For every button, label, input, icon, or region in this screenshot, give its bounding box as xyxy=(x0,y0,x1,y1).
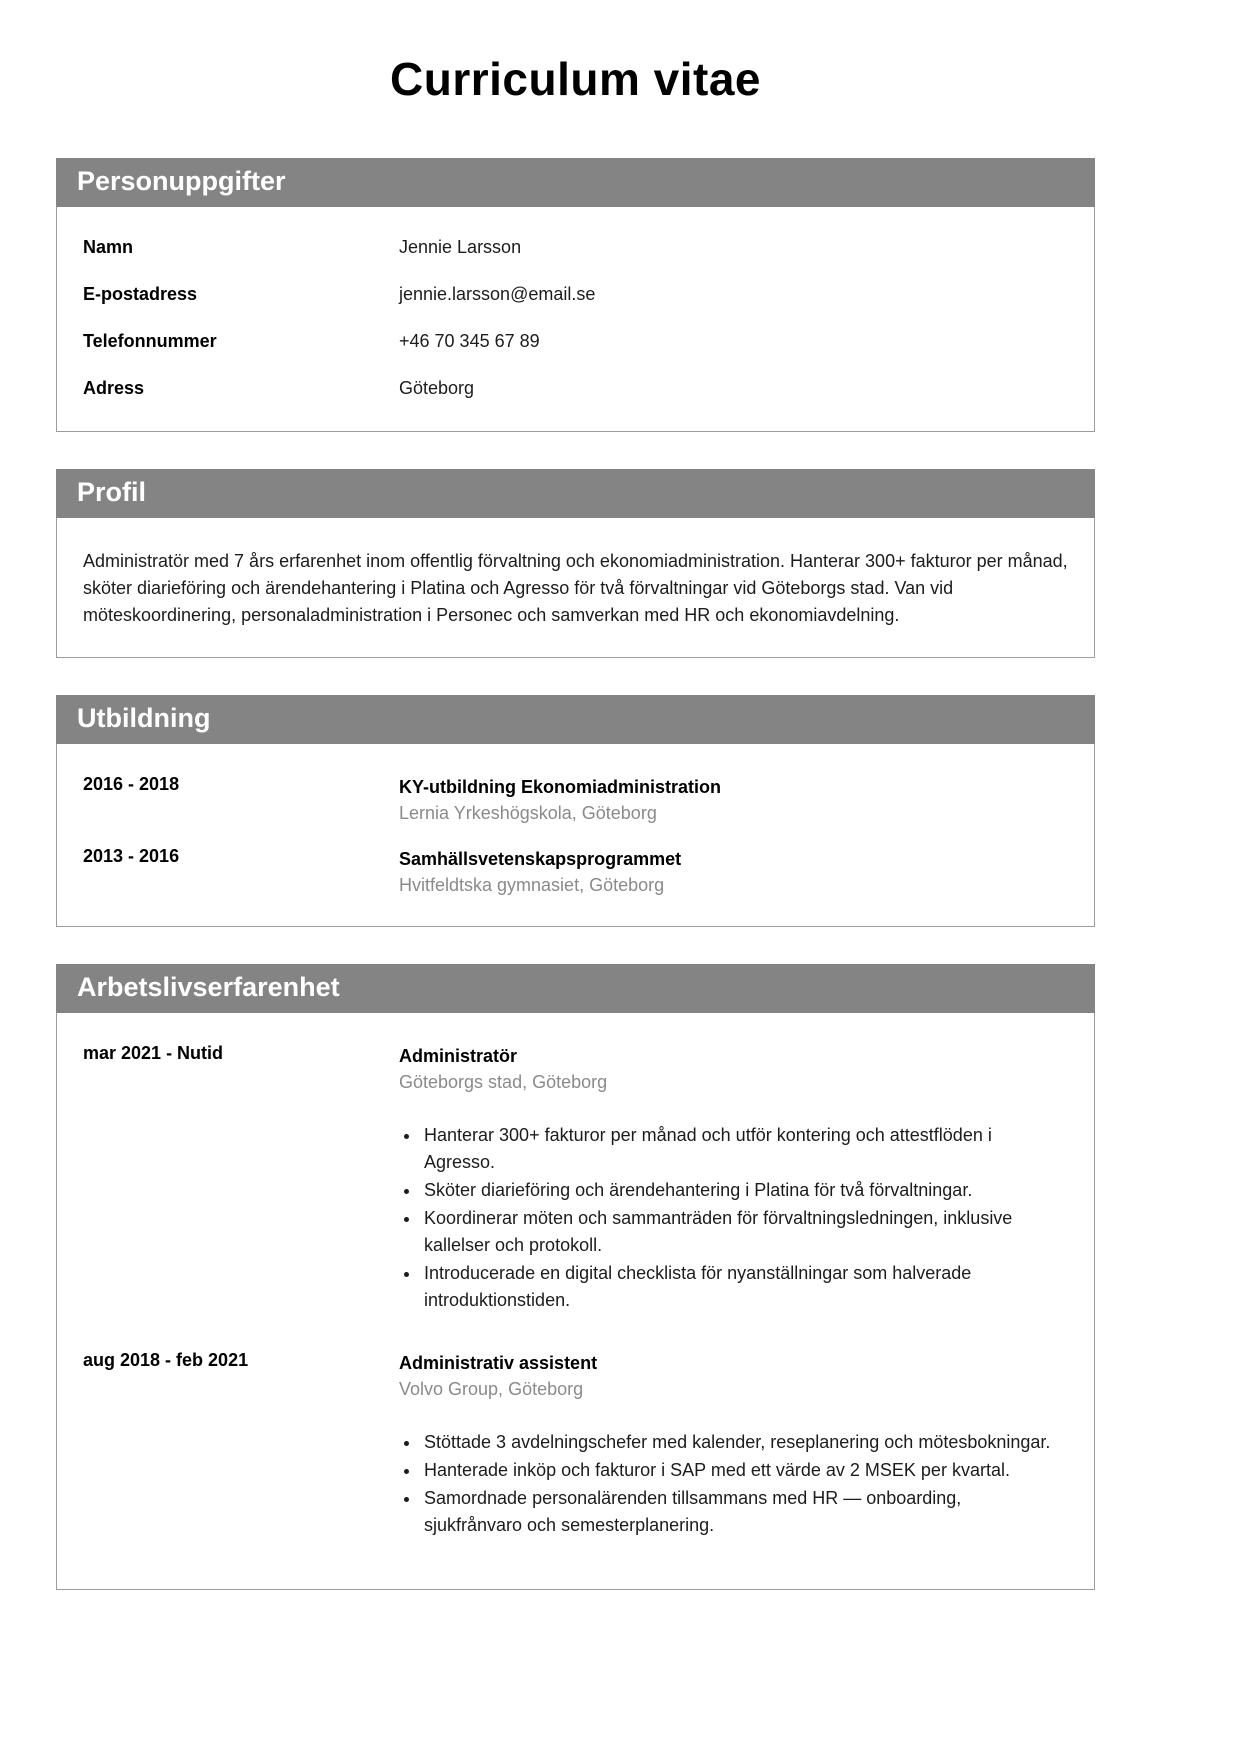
experience-entry xyxy=(83,1043,1068,1322)
education-degree: KY-utbildning Ekonomiadministration xyxy=(399,777,721,797)
info-value-phone: +46 70 345 67 89 xyxy=(399,331,540,351)
experience-company: Göteborgs stad, Göteborg xyxy=(399,1072,608,1092)
experience-entry-main xyxy=(399,1350,1068,1547)
experience-bullet: • Samordnade personalärenden tillsammans med HR — onboarding, sjukfrånvaro och semesterplanering. xyxy=(421,1485,1061,1539)
experience-bullet: • Sköter diarieföring och ärendehantering i Platina för två förvaltningar. xyxy=(421,1177,1061,1204)
experience-bullet: • Hanterade inköp och fakturor i SAP med ett värde av 2 MSEK per kvartal. xyxy=(421,1457,1061,1484)
education-entry-main xyxy=(399,846,1068,898)
experience-bullet: • Stöttade 3 avdelningschefer med kalender, reseplanering och mötesbokningar. xyxy=(421,1429,1061,1456)
experience-bullet: • Introducerade en digital checklista för nyanställningar som halverade introduktionstiden. xyxy=(421,1260,1061,1314)
experience-bullet-list xyxy=(421,1122,1068,1314)
experience-job-title: Administratör xyxy=(399,1046,518,1066)
education-school: Lernia Yrkeshögskola, Göteborg xyxy=(399,803,657,823)
education-period: 2016 - 2018 xyxy=(83,774,180,794)
info-value-email: jennie.larsson@email.se xyxy=(399,284,596,304)
experience-entry xyxy=(83,1350,1068,1547)
experience-entry-main xyxy=(399,1043,1068,1322)
info-row-name xyxy=(83,237,1068,258)
section-education-body xyxy=(57,744,1094,926)
education-entry xyxy=(83,846,1068,898)
experience-bullet: • Hanterar 300+ fakturor per månad och utför kontering och attestflöden i Agresso. xyxy=(421,1122,1061,1176)
section-personal xyxy=(56,158,1095,432)
info-label-address: Adress xyxy=(83,378,145,398)
education-school: Hvitfeldtska gymnasiet, Göteborg xyxy=(399,875,665,895)
section-experience xyxy=(56,964,1095,1590)
info-row-email xyxy=(83,284,1068,305)
education-entry-main xyxy=(399,774,1068,826)
section-personal-body xyxy=(57,207,1094,431)
page-title: Curriculum vitae xyxy=(390,53,761,105)
section-education xyxy=(56,695,1095,927)
experience-bullet-list xyxy=(421,1429,1068,1539)
education-entry xyxy=(83,774,1068,826)
section-experience-body xyxy=(57,1013,1094,1589)
education-period: 2013 - 2016 xyxy=(83,846,180,866)
experience-period: mar 2021 - Nutid xyxy=(83,1043,224,1063)
section-personal-header: Personuppgifter xyxy=(56,158,1095,207)
section-profile-body xyxy=(57,518,1094,657)
education-degree: Samhällsvetenskapsprogrammet xyxy=(399,849,682,869)
section-experience-header: Arbetslivserfarenhet xyxy=(56,964,1095,1013)
info-value-address: Göteborg xyxy=(399,378,475,398)
experience-period: aug 2018 - feb 2021 xyxy=(83,1350,249,1370)
experience-company: Volvo Group, Göteborg xyxy=(399,1379,584,1399)
experience-job-title: Administrativ assistent xyxy=(399,1353,598,1373)
info-label-name: Namn xyxy=(83,237,134,257)
info-label-email: E-postadress xyxy=(83,284,198,304)
experience-bullet: • Koordinerar möten och sammanträden för förvaltningsledningen, inklusive kallelser och protokoll. xyxy=(421,1205,1061,1259)
section-profile-header: Profil xyxy=(56,469,1095,518)
info-value-name: Jennie Larsson xyxy=(399,237,522,257)
info-row-address xyxy=(83,378,1068,399)
section-profile xyxy=(56,469,1095,658)
info-label-phone: Telefonnummer xyxy=(83,331,217,351)
section-education-header: Utbildning xyxy=(56,695,1095,744)
profile-summary-text: Administratör med 7 års erfarenhet inom offentlig förvaltning och ekonomiadministration. Hanterar 300+ fakturor per månad, sköter diarieföring och ärendehantering i Platina och Agresso för två förvaltningar vid Göteborgs stad. Van vid möteskoordinering, personaladministration i Personec och samverkan med HR och ekonomiavdelning. xyxy=(83,551,1068,625)
info-row-phone xyxy=(83,331,1068,352)
